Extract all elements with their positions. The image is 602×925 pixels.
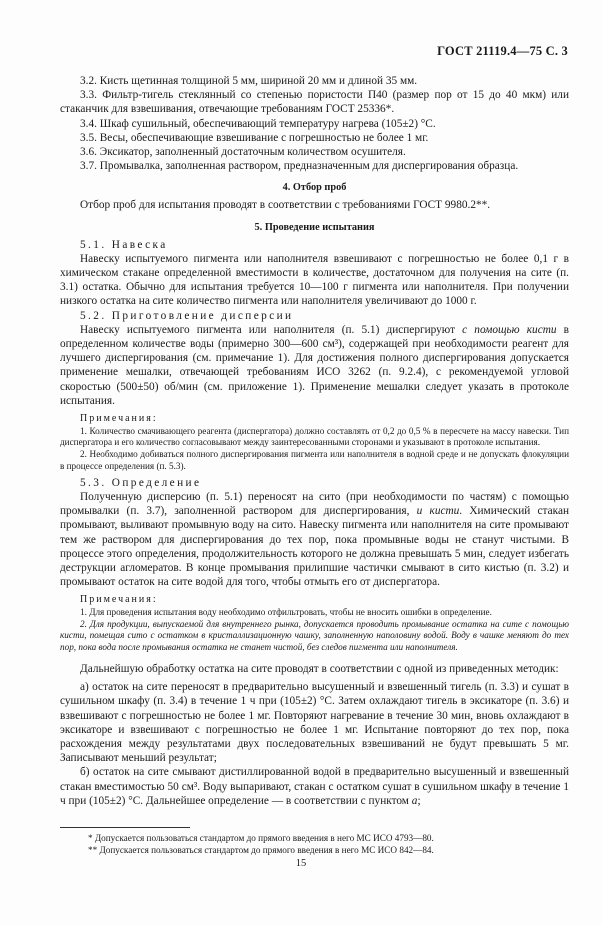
note-1-1: 1. Количество смачивающего реагента (диспергатора) должно составлять от 0,2 до 0,5 % в пересчете на массу навески. Тип диспергатора и его количество согласовывают между заинтересованными сторонами и указывают в протоколе испытания. [60,425,569,448]
notes-1-title: Примечания: [80,413,158,425]
page-number: 15 [295,858,307,869]
item-3-6: 3.6. Эксикатор, заполненный достаточным количеством осушителя. [80,146,406,159]
item-3-2: 3.2. Кисть щетинная толщиной 5 мм, шириной 20 мм и длиной 35 мм. [80,75,418,87]
item-3-4: 3.4. Шкаф сушильный, обеспечивающий температуру нагрева (105±2) °С. [80,117,436,130]
subsection-5-1-title: 5.1. Навеска [80,238,168,251]
after-notes-text: Дальнейшую обработку остатка на сите проводят в соответствии с одной из приведенных методик: [80,663,559,676]
method-b [60,765,569,808]
text-part: б) остаток на сите смывают дистиллированной водой в предварительно высушенный и взвешенный стакан вместимостью 50 см³. Воду выпаривают, стакан с остатком сушат в сушильном шкафу в течение 1 ч при (105±2) °С. Дальнейшее определение — в соответствии с пунктом [60,766,569,807]
text-part: ; [417,794,421,807]
subsection-5-2-text [60,323,569,408]
subsection-5-2-title: 5.2. Приготовление дисперсии [80,309,294,322]
text-part: . Химический стакан промывают, выливают промывную воду на сито. Навеску пигмента или наполнителя на сите промывают тем же раствором для диспергирования до тех пор, пока промывные воды не станут чистыми. В процессе этого определения, продолжительность которого не должна превышать 5 мин, следует избегать деструкции агломератов. В конце промывания прилипшие частички смывают в сито кистью (п. 3.2) и промывают остаток на сите водой для того, чтобы отмыть его от диспергатора. [60,505,569,589]
footnote-1: * Допускается пользоваться стандартом до прямого введения в него МС ИСО 4793—80. [88,833,434,843]
section-4-title: 4. Отбор проб [282,182,347,194]
footnotes [60,832,569,856]
section-5-title: 5. Проведение испытания [254,221,375,233]
page-header: ГОСТ 21119.4—75 С. 3 [437,44,568,58]
item-3-5: 3.5. Весы, обеспечивающие взвешивание с погрешностью не более 1 мг. [80,131,429,144]
text-part: Полученную дисперсию (п. 5.1) переносят на сито (при необходимости по частям) с помощью промывалки (п. 3.7), заполненной раствором для диспергирования, [60,490,569,518]
footnote-2: ** Допускается пользоваться стандартом до прямого введения в него МС ИСО 842—84. [88,845,434,855]
subsection-5-3-text [60,490,569,589]
item-3-7: 3.7. Промывалка, заполненная раствором, предназначенным для диспергирования образца. [80,160,519,173]
notes-2-title: Примечания: [80,594,158,606]
note-1-2: 2. Необходимо добиваться полного диспергирования пигмента или наполнителя в водной среде и не допускать флокуляции в процессе определения (п. 5.3). [60,449,569,471]
method-a: а) остаток на сите переносят в предварительно высушенный и взвешенный тигель (п. 3.3) и сушат в сушильном шкафу (п. 3.4) в течение 1 ч при (105±2) °С. Затем охлаждают тигель в эксикаторе (п. 3.6) и взвешивают с погрешностью не более 1 мг. Повторяют нагревание в течение 30 мин, вновь охлаждают в эксикаторе и взвешивают с погрешностью не более 1 мг. Испытание повторяют до тех пор, пока расхождения между результатами двух последовательных взвешиваний не будут превышать 5 мг. Записывают меньший результат; [60,681,569,765]
italic-text: а [411,794,418,807]
footnote-divider [60,827,190,828]
text-part: в определенном количестве воды (примерно 300—600 см³), содержащей при необходимости реагент для лучшего диспергирования (см. примечание 1). Для достижения полного диспергирования допускается применение мешалки, отвечающей требованиям ИСО 3262 (п. 9.2.4), с рекомендуемой угловой скоростью (500±50) об/мин (см. приложение 1). Применение мешалки следует указать в протоколе испытания. [60,323,569,407]
italic-text: с помощью кисти [462,323,557,336]
note-2-1: 1. Для проведения испытания воду необходимо отфильтровать, чтобы не вносить ошибки в определение. [80,606,492,617]
italic-text: и кисти [416,505,460,518]
page-content [60,74,569,808]
subsection-5-1-text: Навеску испытуемого пигмента или наполнителя взвешивают с погрешностью не более 0,1 г в химическом стакане определенной вместимости в количестве, достаточном для получения на сите (п. 3.1) остатка. Обычно для испытания требуется 10—100 г пигмента или наполнителя. При получении низкого остатка на сите количество пигмента или наполнителя увеличивают до 1000 г. [60,252,569,308]
note-2-2: 2. Для продукции, выпускаемой для внутреннего рынка, допускается проводить промывание остатка на сите с помощью кисти, помещая сито с остатком в кристаллизационную чашку, заполненную наполовину водой. Воду в чашке меняют до тех пор, пока вода после промывания остатка не станет чистой, без следов пигмента или наполнителя. [60,618,569,653]
text-part: Навеску испытуемого пигмента или наполнителя (п. 5.1) диспергируют [80,323,463,336]
item-3-3: 3.3. Фильтр-тигель стеклянный со степенью пористости П40 (размер пор от 15 до 40 мкм) или стаканчик для взвешивания, отвечающие требованиям ГОСТ 25336*. [60,89,569,116]
section-4-text: Отбор проб для испытания проводят в соответствии с требованиями ГОСТ 9980.2**. [80,199,491,212]
subsection-5-3-title: 5.3. Определение [80,476,202,489]
